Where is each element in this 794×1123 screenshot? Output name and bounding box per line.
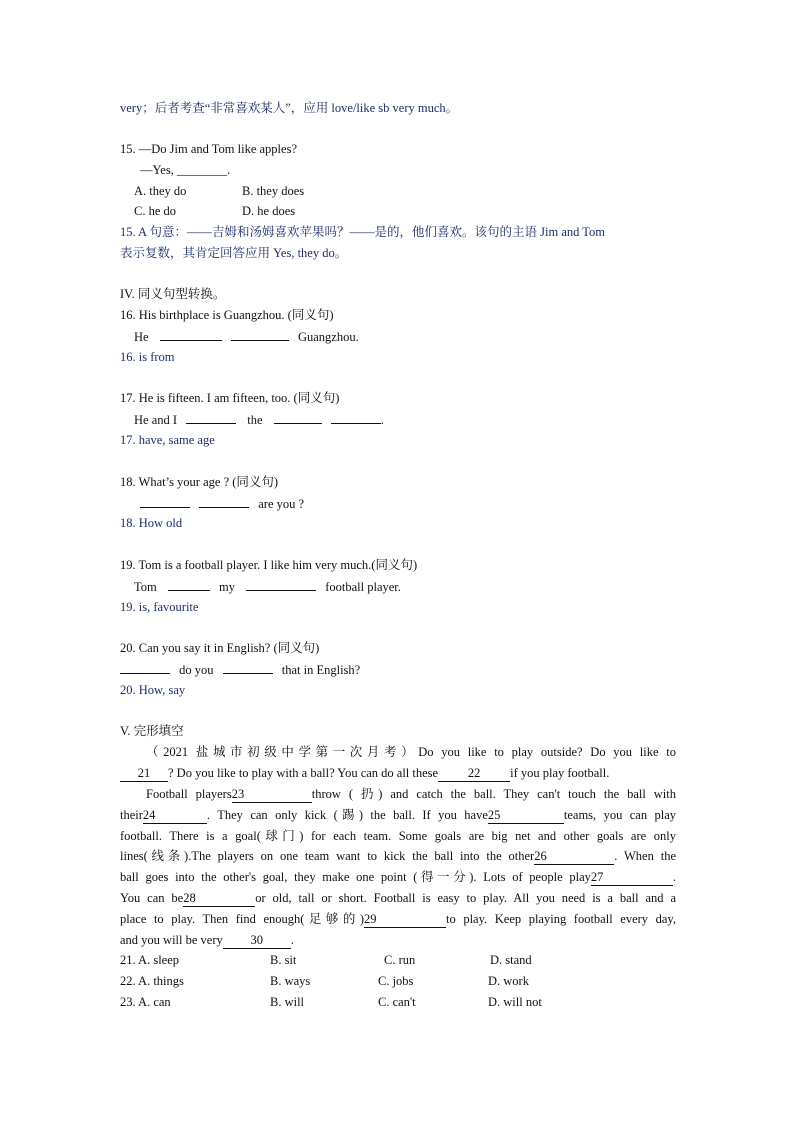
- q16-answer: 16. is from: [120, 350, 175, 364]
- cloze-line-3: Football players23 throw ( 扔) and catch the ball. They can't touch the ball with: [146, 787, 676, 801]
- q18-stem: 18. What’s your age ? (同义句): [120, 475, 279, 489]
- q19-blank-line: Tom my football player.: [134, 580, 401, 594]
- q18-blank-2[interactable]: [199, 495, 249, 508]
- cloze-line-6: lines(线条).The players on one team want to kick the ball into the other26 . When the: [120, 849, 676, 863]
- cloze-blank-21[interactable]: 21: [120, 765, 168, 782]
- q16-blank-1[interactable]: [160, 328, 222, 341]
- q17-blank-2[interactable]: [274, 411, 322, 424]
- q16-stem: 16. His birthplace is Guangzhou. (同义句): [120, 308, 334, 322]
- q18-blank-1[interactable]: [140, 495, 190, 508]
- cloze-options-21: [120, 952, 532, 968]
- option-23-b: B. will: [270, 995, 305, 1009]
- q20-blank-2[interactable]: [223, 661, 273, 674]
- intro-explanation-line: very；后者考查“非常喜欢某人”，应用 love/like sb very much。: [120, 101, 459, 115]
- q17-blank-line: He and I the .: [134, 413, 384, 427]
- q15-reply: —Yes, ________.: [140, 163, 231, 177]
- cloze-blank-29[interactable]: 29: [364, 911, 446, 928]
- cloze-blank-24[interactable]: 24: [143, 807, 207, 824]
- q15-answer-line-1: 15. A 句意：——吉姆和汤姆喜欢苹果吗？——是的，他们喜欢。该句的主语 Jim and Tom: [120, 225, 606, 239]
- q17-answer: 17. have, same age: [120, 433, 215, 447]
- cloze-blank-25[interactable]: 25: [488, 807, 564, 824]
- q19-answer: 19. is, favourite: [120, 600, 199, 614]
- option-22-d: D. work: [488, 974, 529, 988]
- q19-stem: 19. Tom is a football player. I like him very much.(同义句): [120, 558, 418, 572]
- q18-answer: 18. How old: [120, 516, 183, 530]
- q20-blank-line: do you that in English?: [120, 661, 360, 678]
- cloze-line-2: 21 ? Do you like to play with a ball? You can do all these 22 if you play football.: [120, 765, 609, 782]
- q20-stem: 20. Can you say it in English? (同义句): [120, 641, 320, 655]
- q20-blank-1[interactable]: [120, 661, 170, 674]
- q16-blank-2[interactable]: [231, 328, 289, 341]
- cloze-line-5: football. There is a goal(球门) for each team. Some goals are big net and other goals are only: [120, 829, 676, 843]
- option-21-d: D. stand: [490, 953, 532, 967]
- q17-stem: 17. He is fifteen. I am fifteen, too. (同义句): [120, 391, 340, 405]
- q19-blank-2[interactable]: [246, 578, 316, 591]
- cloze-line-9: place to play. Then find enough(足够的)29 to play. Keep playing football every day,: [120, 912, 676, 926]
- cloze-blank-22[interactable]: 22: [438, 765, 510, 782]
- q16-blank-line: He Guangzhou.: [134, 330, 359, 344]
- q15-option-a: A. they do: [134, 184, 187, 198]
- option-21-c: C. run: [384, 953, 416, 967]
- cloze-blank-28[interactable]: 28: [183, 890, 255, 907]
- option-21-b: B. sit: [270, 953, 297, 967]
- cloze-line-7: ball goes into the other's goal, they make one point (得一分). Lots of people play27 .: [120, 870, 676, 884]
- q20-answer: 20. How, say: [120, 683, 186, 697]
- q18-blank-line: are you ?: [140, 495, 304, 512]
- option-22-b: B. ways: [270, 974, 311, 988]
- option-21-a: 21. A. sleep: [120, 953, 180, 967]
- option-23-a: 23. A. can: [120, 995, 171, 1009]
- cloze-line-4: their24 . They can only kick (踢) the ball. If you have25 teams, you can play: [120, 808, 676, 822]
- q15-option-d: D. he does: [242, 204, 296, 218]
- q15-stem: 15. —Do Jim and Tom like apples?: [120, 142, 297, 156]
- cloze-line-1: （2021 盐城市初级中学第一次月考）Do you like to play outside? Do you like to: [146, 745, 676, 759]
- option-23-d: D. will not: [488, 995, 542, 1009]
- section-5-heading: V. 完形填空: [120, 724, 184, 738]
- option-22-c: C. jobs: [378, 974, 414, 988]
- q19-blank-1[interactable]: [168, 578, 210, 591]
- cloze-options-22: [120, 973, 529, 989]
- option-23-c: C. can't: [378, 995, 416, 1009]
- q17-blank-1[interactable]: [186, 411, 236, 424]
- option-22-a: 22. A. things: [120, 974, 184, 988]
- q17-blank-3[interactable]: [331, 411, 381, 424]
- cloze-blank-30[interactable]: 30: [223, 932, 291, 949]
- cloze-options-23: [120, 994, 542, 1010]
- cloze-blank-27[interactable]: 27: [591, 869, 673, 886]
- section-4-heading: IV. 同义句型转换。: [120, 287, 226, 301]
- q15-option-c: C. he do: [134, 204, 177, 218]
- cloze-line-10: and you will be very 30 .: [120, 933, 294, 947]
- q15-option-b: B. they does: [242, 184, 305, 198]
- q15-answer-line-2: 表示复数，其肯定回答应用 Yes, they do。: [120, 246, 348, 260]
- cloze-line-8: You can be28 or old, tall or short. Football is easy to play. All you need is a ball and a: [120, 891, 676, 905]
- cloze-blank-23[interactable]: 23: [232, 786, 312, 803]
- cloze-blank-26[interactable]: 26: [534, 848, 614, 865]
